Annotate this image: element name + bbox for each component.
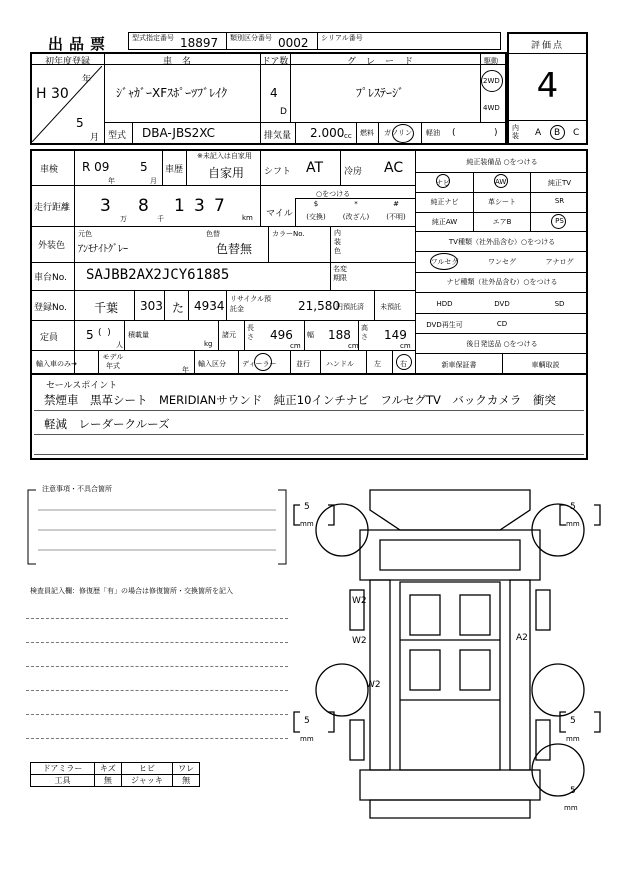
handle-right: 右: [400, 360, 407, 368]
interior-color-label: 内装色: [334, 229, 341, 255]
navi-cd: CD: [496, 320, 508, 328]
ac-label: 冷房: [344, 167, 363, 177]
mileage-sen-unit: 千: [157, 215, 164, 223]
equip-aw: AW: [495, 178, 507, 186]
color-no-label: カラーNo.: [272, 230, 305, 238]
import-label: 輸入車のみ→: [36, 360, 77, 368]
tv-oneseg: ワンセグ: [488, 258, 516, 266]
dealer-label: ディーラー: [242, 360, 277, 368]
tools-header: ドアミラー: [31, 763, 95, 775]
tools-header: ヒビ: [121, 763, 173, 775]
caution-label: 注意事項・不具合箇所: [42, 485, 112, 493]
model-code: DBA-JBS2XC: [142, 126, 215, 140]
capacity-paren: ( ): [98, 328, 111, 338]
equip-genuine-aw: 純正AW: [431, 218, 458, 226]
color-change-value: 色替無: [216, 242, 253, 256]
damage-mark-1: W2: [352, 596, 367, 606]
length-value: 496: [270, 328, 293, 342]
spare-tire-value: 5: [570, 786, 576, 796]
fuel-gasoline: ガソリン: [384, 129, 412, 137]
size-label: 諸元: [222, 331, 236, 339]
name-change-label: 名変期限: [333, 265, 347, 282]
chassis-number: SAJBB2AX2JCY61885: [86, 267, 230, 283]
damage-mark-2: W2: [352, 636, 367, 646]
registration-month-unit: 月: [90, 133, 100, 143]
exterior-color-label: 外装色: [38, 241, 66, 251]
fuel-label: 燃料: [360, 129, 374, 137]
plate-kana: た: [172, 301, 185, 315]
grade-label: グレード: [346, 57, 423, 67]
mileage-digit-2: 8: [138, 196, 149, 216]
shift-value: AT: [306, 160, 324, 176]
tv-type-title: TV種類（社外品含む）○をつける: [448, 238, 556, 246]
fuel-diesel-label: 軽油: [426, 129, 440, 137]
plate-label: 登録No.: [34, 303, 67, 313]
load-unit: kg: [204, 340, 213, 348]
registration-year-unit: 年: [82, 75, 92, 85]
car-name-label: 車名: [162, 57, 201, 67]
width-value: 188: [328, 328, 351, 342]
fuel-paren-close: ): [494, 128, 498, 138]
drive-4wd: 4WD: [483, 104, 500, 112]
equip-leather: 革シート: [488, 198, 516, 206]
shift-label: シフト: [264, 167, 292, 177]
spare-tire-unit: mm: [564, 804, 578, 812]
later-warranty: 新車保証書: [441, 361, 477, 369]
form-title: 出品票: [48, 35, 112, 53]
tools-header: キズ: [95, 763, 121, 775]
interior-grade-b: B: [554, 128, 561, 138]
tools-value: ジャッキ: [121, 775, 173, 787]
model-year-label: モデル年式: [102, 353, 124, 370]
car-damage-diagram: [290, 470, 610, 820]
navi-type-title: ナビ種類（社外品含む）○をつける: [446, 278, 558, 286]
tools-header-row: [31, 763, 200, 775]
tamper-label: (改ざん): [342, 213, 370, 221]
sales-point-line2: 軽減 レーダークルーズ: [44, 417, 170, 431]
swap-label: (交換): [306, 213, 326, 221]
recycle-amount: 21,580: [298, 299, 340, 313]
tools-value: 無: [95, 775, 121, 787]
inspection-month-unit: 月: [150, 177, 157, 185]
tv-analog: アナログ: [545, 258, 574, 266]
navi-dvd: DVD: [494, 300, 510, 308]
original-color: ｱﾝﾓﾅｲﾄｸﾞﾚｰ: [78, 244, 128, 255]
navi-hdd: HDD: [436, 300, 453, 308]
caution-bracket: [26, 488, 288, 566]
rating-score: 4: [536, 66, 559, 106]
displacement-unit: cc: [344, 132, 352, 140]
mileage-label: 走行距離: [34, 203, 71, 213]
usage-value: 自家用: [208, 166, 245, 180]
unknown-label: (不明): [386, 213, 406, 221]
model-year-unit: 年: [182, 366, 189, 374]
mileage-digit-4: 3: [194, 196, 205, 216]
capacity-label: 定員: [40, 333, 59, 343]
tire-rear-left-unit: mm: [300, 735, 314, 743]
width-unit: cm: [348, 342, 359, 350]
first-registration-label: 初年度登録: [44, 57, 90, 67]
unknown-mark: #: [393, 200, 399, 208]
grade: ﾌﾟﾚｽﾃｰｼﾞ: [356, 86, 405, 100]
inspection-era: R 09: [82, 160, 110, 174]
tire-rear-right-value: 5: [570, 716, 576, 726]
inspection-year-unit: 年: [108, 177, 115, 185]
inspection-month: 5: [140, 160, 148, 174]
model-designation-label: 型式指定番号: [132, 34, 174, 42]
plate-region: 千葉: [94, 301, 119, 315]
handle-label: ハンドル: [326, 360, 354, 368]
doors-label: ドア数: [261, 57, 289, 67]
model-label: 型式: [108, 131, 127, 141]
mileage-circle-note: ○をつける: [316, 190, 351, 198]
height-label: 高さ: [361, 324, 368, 341]
tools-value-row: [31, 775, 200, 787]
usage-note: ※未記入は自家用: [197, 152, 252, 160]
recycle-unpaid: 未預託: [380, 303, 401, 311]
parallel-label: 並行: [296, 360, 310, 368]
doors-count: 4: [270, 86, 278, 100]
color-change-label: 色替: [206, 230, 220, 238]
handle-left: 左: [374, 360, 381, 368]
tv-fullseg: フルセグ: [430, 258, 459, 266]
equip-tv: 純正TV: [547, 179, 572, 187]
original-color-label: 元色: [78, 230, 92, 238]
equipment-title: 純正装備品 ○をつける: [466, 158, 538, 166]
height-unit: cm: [400, 342, 411, 350]
chassis-label: 車台No.: [34, 273, 67, 283]
tire-rear-left-value: 5: [304, 716, 310, 726]
tools-value: 工具: [31, 775, 95, 787]
tire-front-right-value: 5: [570, 502, 576, 512]
tire-rear-right-unit: mm: [566, 735, 580, 743]
displacement-value: 2.000: [310, 126, 345, 140]
import-type-label: 輸入区分: [198, 360, 226, 368]
category-number: 0002: [278, 36, 309, 50]
tools-table: [30, 762, 200, 787]
fuel-paren-open: (: [452, 128, 456, 138]
drive-2wd: 2WD: [483, 77, 500, 85]
mileage-digit-5: 7: [214, 196, 225, 216]
mileage-km-unit: km: [242, 214, 253, 222]
length-unit: cm: [290, 342, 301, 350]
mile-label: マイル: [266, 209, 293, 219]
equip-navi: ナビ: [436, 179, 450, 187]
later-title: 後日発送品 ○をつける: [466, 340, 538, 348]
inspector-label: 検査員記入欄：修復歴「有」の場合は修復箇所・交換箇所を記入: [30, 587, 233, 595]
plate-class: 303: [140, 299, 163, 313]
load-label: 積載量: [128, 331, 149, 339]
navi-dvd-playback: DVD再生可: [426, 321, 463, 329]
equip-sr: SR: [554, 197, 565, 205]
displacement-label: 排気量: [264, 131, 292, 141]
height-value: 149: [384, 328, 407, 342]
usage-label: 車歴: [165, 165, 184, 175]
tire-front-right-unit: mm: [566, 520, 580, 528]
damage-mark-3: W2: [366, 680, 381, 690]
recycle-label: リサイクル預託金: [230, 295, 272, 313]
interior-grade-a: A: [535, 128, 542, 138]
mileage-man-unit: 万: [120, 215, 127, 223]
interior-grade-label: 内装: [512, 124, 519, 140]
mileage-digit-3: 1: [174, 196, 185, 216]
rating-label: 評価点: [530, 41, 564, 51]
capacity-unit: 人: [116, 341, 123, 349]
serial-label: シリアル番号: [321, 34, 363, 42]
ac-value: AC: [384, 160, 404, 176]
car-name: ｼﾞｬｶﾞｰXFｽﾎﾟｰﾂﾌﾞﾚｲｸ: [116, 86, 228, 100]
registration-era: H 30: [36, 86, 69, 102]
mileage-digit-1: 3: [100, 196, 111, 216]
swap-mark: $: [313, 200, 319, 208]
interior-grade-c: C: [573, 128, 580, 138]
inspection-label: 車検: [40, 165, 59, 175]
category-label: 類別区分番号: [230, 34, 272, 42]
plate-number: 4934: [194, 299, 225, 313]
navi-sd: SD: [554, 300, 565, 308]
model-designation-number: 18897: [180, 36, 219, 50]
tools-header: ワレ: [173, 763, 200, 775]
tools-value: 無: [173, 775, 200, 787]
capacity-value: 5: [86, 328, 94, 342]
equip-genuine-navi: 純正ナビ: [430, 198, 459, 206]
sales-point-line1: 禁煙車 黒革シート MERIDIANサウンド 純正10インチナビ フルセグTV バックカメラ 衝突: [44, 393, 556, 407]
recycle-status: 円預託済: [336, 303, 364, 311]
doors-type: D: [280, 107, 287, 117]
later-manual: 車輌取説: [531, 361, 560, 369]
equip-ps: PS: [555, 217, 564, 225]
registration-month: 5: [76, 116, 84, 130]
damage-mark-4: A2: [516, 633, 528, 643]
width-label: 幅: [307, 331, 314, 339]
sales-point-label: セールスポイント: [46, 381, 118, 391]
length-label: 長さ: [247, 324, 254, 341]
tire-front-left-value: 5: [304, 502, 310, 512]
tire-front-left-unit: mm: [300, 520, 314, 528]
equip-airbag: エアB: [492, 218, 512, 226]
drive-label: 駆動: [484, 57, 498, 65]
tamper-mark: *: [354, 200, 358, 208]
